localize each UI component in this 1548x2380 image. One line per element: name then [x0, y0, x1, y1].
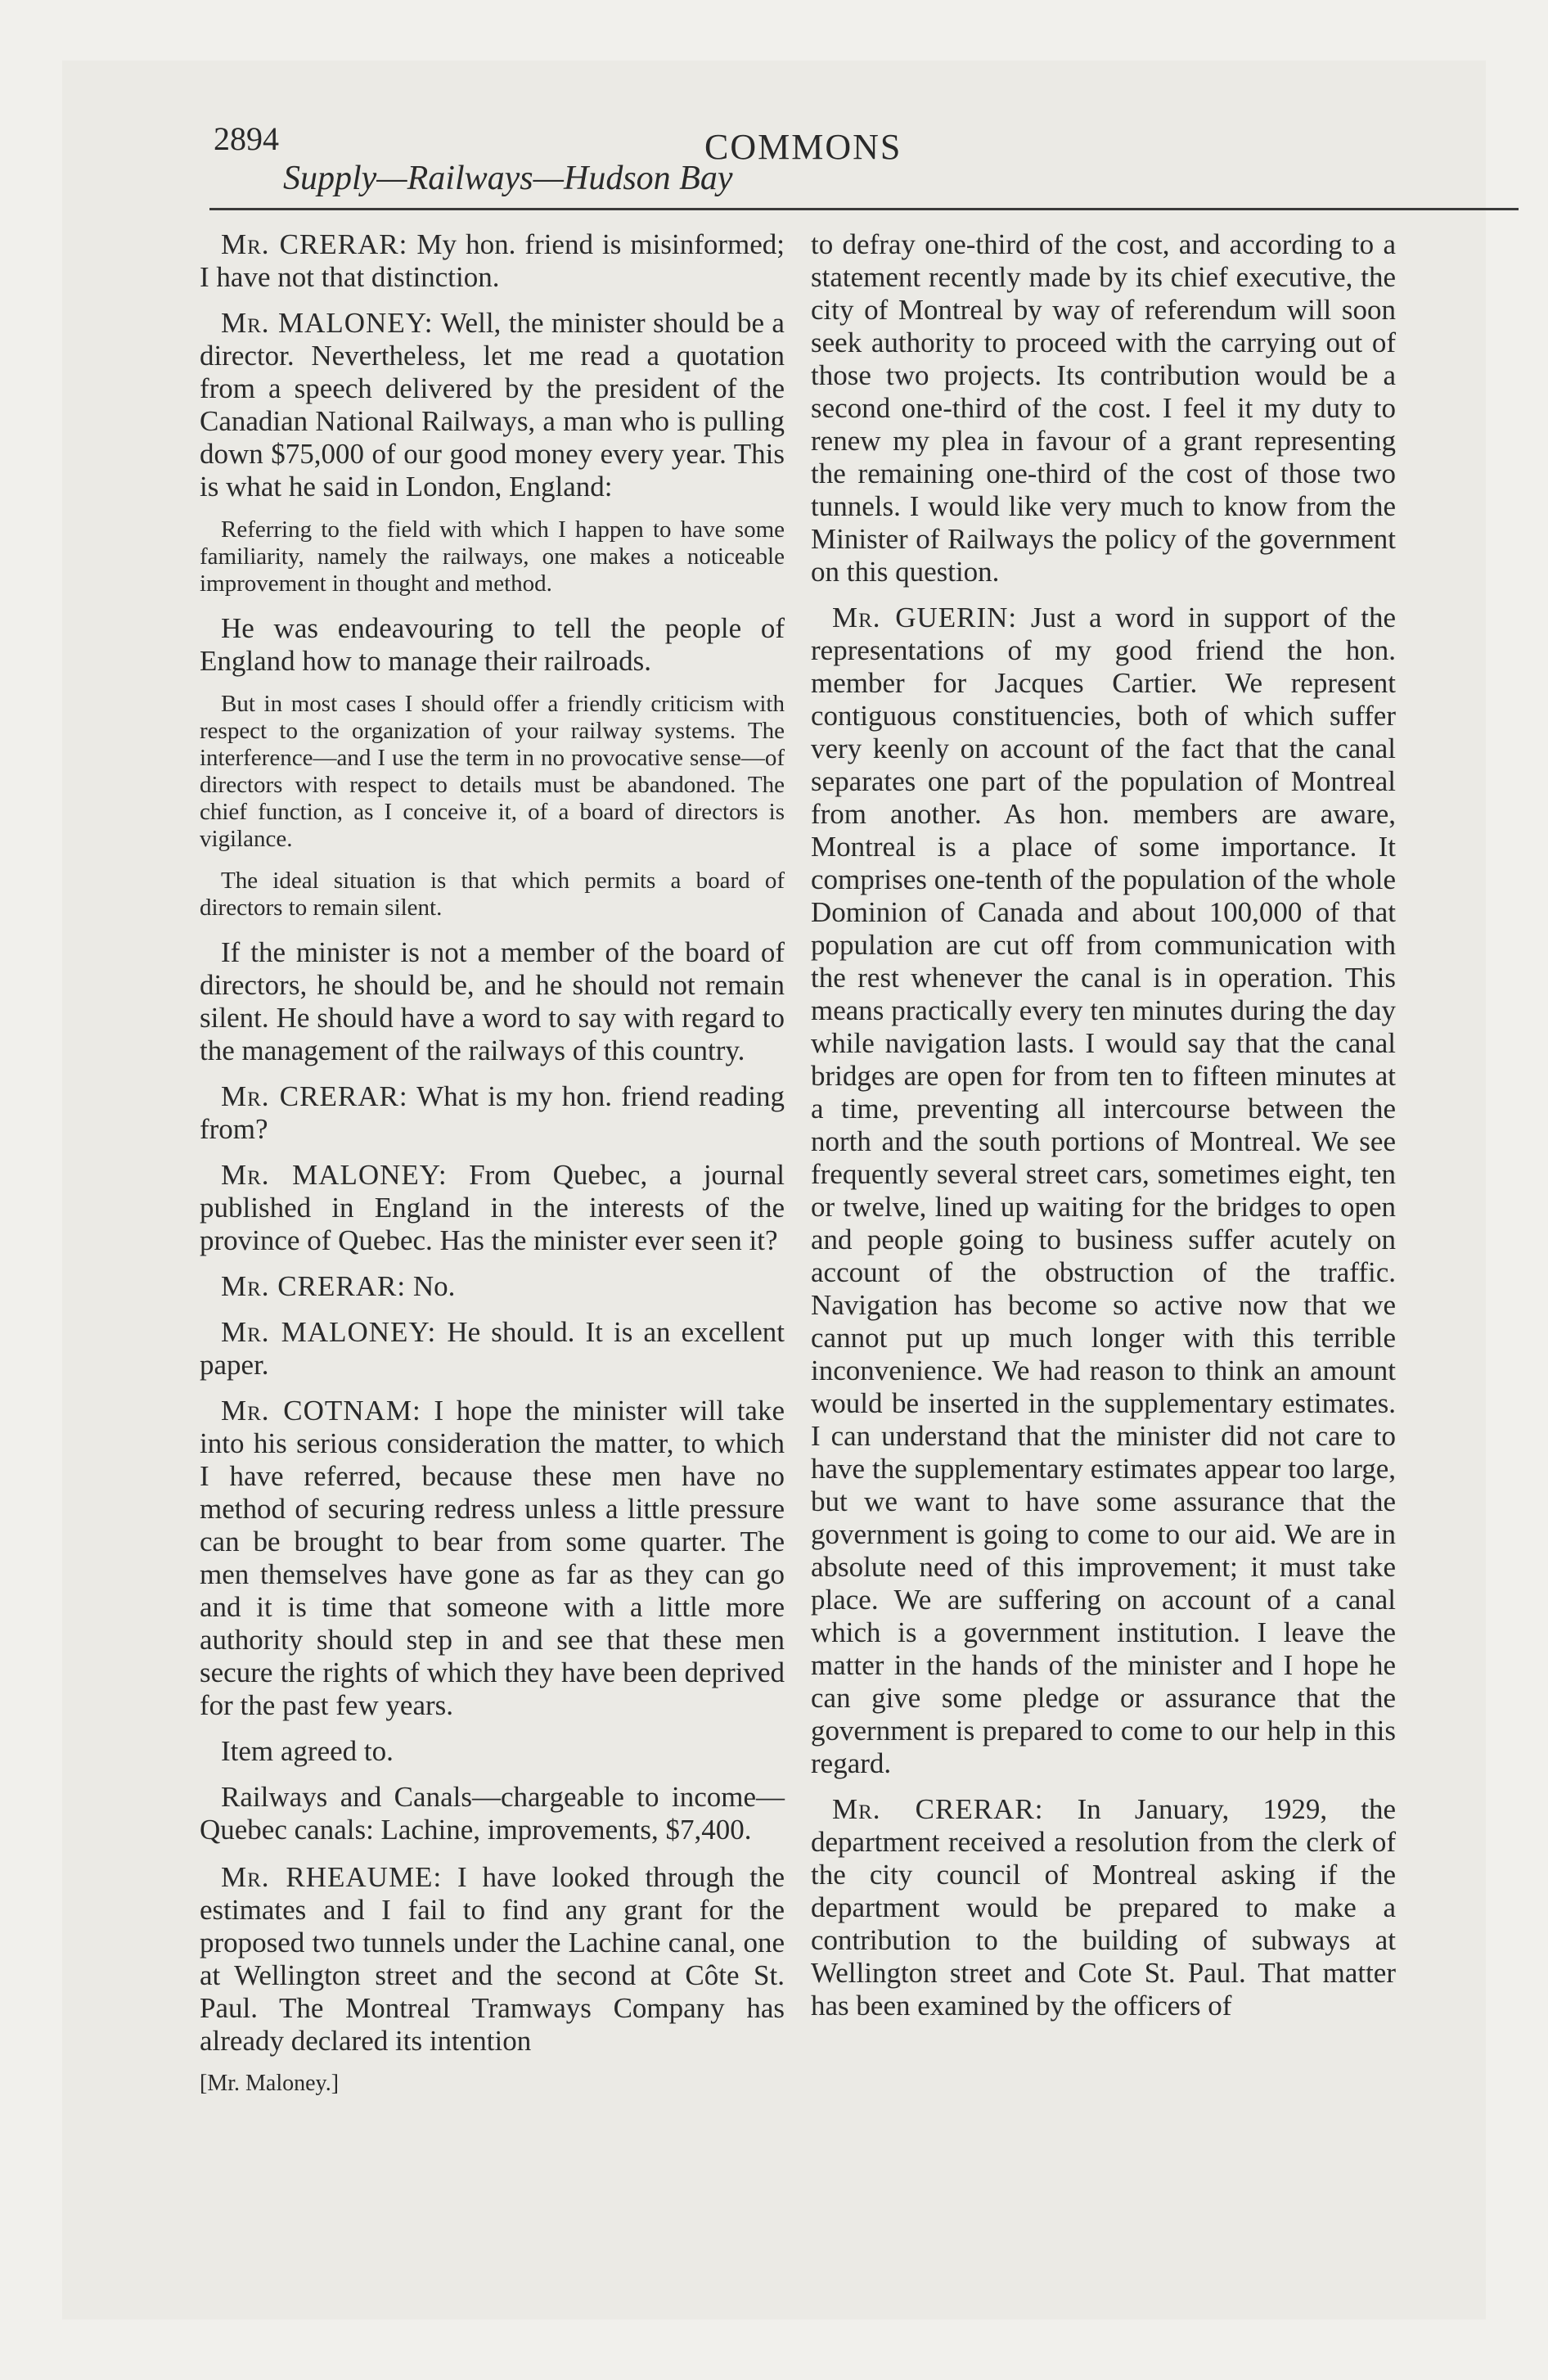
left-column [200, 228, 785, 2097]
paragraph-text: I have looked through the estimates and I fail to find any grant for the proposed two tunnels under the Lachine canal, one at Wellington street and the second at Côte St. Paul. The Montreal Tramways Company has already declared its intention [200, 1861, 785, 2057]
paragraph [200, 1080, 785, 1146]
quotation: The ideal situation is that which permits a board of directors to remain silent. [200, 868, 785, 921]
paragraph: If the minister is not a member of the board of directors, he should be, and he should not remain silent. He should have a word to say with regard to the management of the railways of this country. [200, 936, 785, 1066]
speaker-name: Mr. GUERIN: [832, 602, 1018, 633]
paragraph: to defray one-third of the cost, and according to a statement recently made by its chief executive, the city of Montreal by way of referendum will soon seek authority to proceed with the carrying out of those two projects. Its contribution would be a second one-third of the cost. I feel it my duty to renew my plea in favour of a grant representing the remaining one-third of the cost of those two tunnels. I would like very much to know from the Minister of Railways the policy of the government on this question. [811, 228, 1396, 588]
paragraph-text: Just a word in support of the representations of my good friend the hon. member for Jacques Cartier. We represent contiguous constituencies, both of which suffer very keenly on account of the fact that the canal separates one part of the population of Montreal from another. As hon. members are aware, Montreal is a place of some importance. It comprises one-tenth of the population of the whole Dominion of Canada and about 100,000 of that population are cut off from communication with the rest whenever the canal is in operation. This means practically every ten minutes during the day while navigation lasts. I would say that the canal bridges are open for from ten to fifteen minutes at a time, preventing all intercourse between the north and the south portions of Montreal. We see frequently several street cars, sometimes eight, ten or twelve, lined up waiting for the bridges to open and people going to business suffer acutely on account of the obstruction of the traffic. Navigation has become so active now that we cannot put up much longer with this terrible inconvenience. We had reason to think an amount would be inserted in the supplementary estimates. I can understand that the minister did not care to have the supplementary estimates appear too large, but we want to have some assurance that the government is going to come to our aid. We are in absolute need of this improvement; it must take place. We are suffering on account of a canal which is a government institution. I leave the matter in the hands of the minister and I hope he can give some pledge or assurance that the government is prepared to come to our help in this regard. [811, 602, 1396, 1779]
page-number: 2894 [214, 120, 279, 157]
paragraph [811, 602, 1396, 1780]
paragraph: Item agreed to. [221, 1735, 394, 1767]
paragraph: He was endeavouring to tell the people of England how to manage their railroads. [200, 612, 785, 677]
speaker-name: Mr. CRERAR: [832, 1793, 1044, 1825]
paragraph [200, 307, 785, 503]
speaker-name: Mr. CRERAR: [221, 1080, 408, 1112]
paragraph [200, 1159, 785, 1257]
page-subtitle: Supply—Railways—Hudson Bay [283, 160, 733, 197]
quotation: But in most cases I should offer a friendly criticism with respect to the organization of your railway systems. The interference—and I use the term in no provocative sense—of directors with respect to details must be abandoned. The chief function, as I conceive it, of a board of directors is vigilance. [200, 691, 785, 852]
speaker-name: Mr. CRERAR: [221, 1270, 407, 1302]
speaker-name: Mr. COTNAM: [221, 1395, 421, 1427]
page-title: COMMONS [704, 127, 902, 167]
paragraph-text: What is my hon. friend reading from? [200, 1080, 785, 1145]
page [62, 61, 1486, 2319]
paragraph-text: In January, 1929, the department received a resolution from the clerk of the city council of Montreal asking if the department would be prepared to make a contribution to the building of subways at Wellington street and Cote St. Paul. That matter has been examined by the officers of [811, 1793, 1396, 2022]
paragraph [200, 1861, 785, 2058]
paragraph [200, 228, 785, 294]
paragraph [200, 1316, 785, 1382]
estimate-item: Railways and Canals—chargeable to income—Quebec canals: Lachine, improvements, $7,400. [200, 1781, 785, 1846]
paragraph-text: From Quebec, a journal published in England in the interests of the province of Quebec. Has the minister ever seen it? [200, 1159, 785, 1256]
paragraph-text: I hope the minister will take into his serious consideration the matter, to which I have referred, because these men have no method of securing redress unless a little pressure can be brought to bear from some quarter. The men themselves have gone as far as they can go and it is time that someone with a little more authority should step in and see that these men secure the rights of which they have been deprived for the past few years. [200, 1395, 785, 1721]
paragraph-text: No. [412, 1270, 456, 1302]
speaker-name: Mr. RHEAUME: [221, 1861, 443, 1893]
speaker-name: Mr. MALONEY: [221, 1316, 437, 1348]
paragraph-text: My hon. friend is misinformed; I have not that distinction. [200, 228, 785, 293]
paragraph [200, 1395, 785, 1722]
page-header [62, 61, 1486, 216]
footnote: [Mr. Maloney.] [200, 2071, 340, 2096]
speaker-name: Mr. CRERAR: [221, 228, 408, 260]
paragraph-text: He should. It is an excellent paper. [200, 1316, 785, 1381]
speaker-name: Mr. MALONEY: [221, 1159, 448, 1191]
speaker-name: Mr. MALONEY: [221, 307, 434, 339]
quotation: Referring to the field with which I happen to have some familiarity, namely the railways, one makes a noticeable improvement in thought and method. [200, 516, 785, 597]
header-rule [209, 208, 1519, 210]
paragraph [811, 1793, 1396, 2022]
paragraph [200, 1270, 785, 1303]
paragraph-text: Well, the minister should be a director. Nevertheless, let me read a quotation from a speech delivered by the president of the Canadian National Railways, a man who is pulling down $75,000 of our good money every year. This is what he said in London, England: [200, 307, 785, 503]
right-column [811, 228, 1396, 2035]
